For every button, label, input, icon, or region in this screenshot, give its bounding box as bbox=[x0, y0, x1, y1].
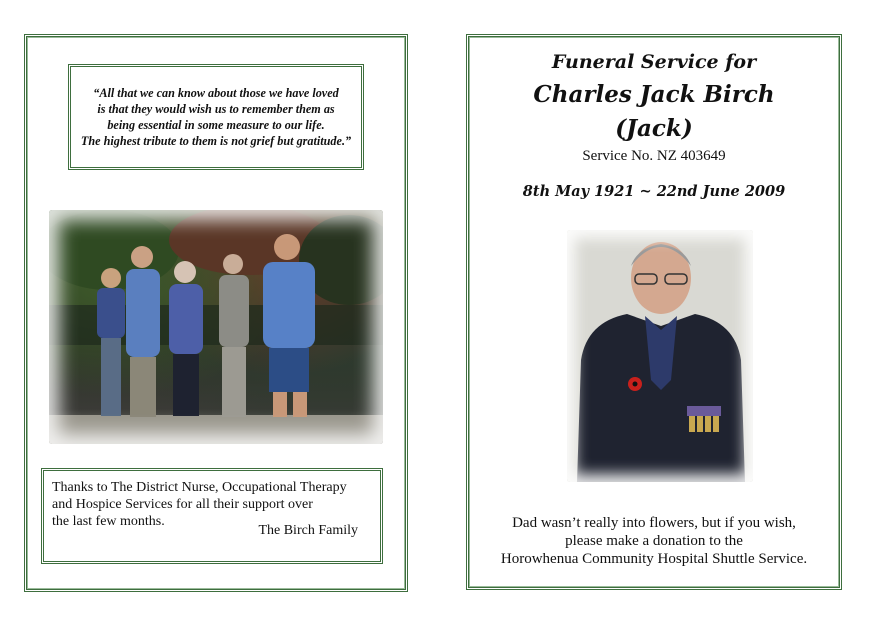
thanks-box bbox=[41, 468, 383, 564]
poppy-pin bbox=[628, 377, 642, 391]
portrait-photo bbox=[567, 230, 753, 482]
memorial-quote: “All that we can know about those we have loved is that they would wish us to remember them as being essential in some measure to our life. The highest tribute to them is not grief but gratitude.” bbox=[80, 86, 352, 148]
donation-request: Dad wasn’t really into flowers, but if you wish, please make a donation to the Horowhenua Community Hospital Shuttle Service. bbox=[500, 515, 808, 567]
family-signoff: The Birch Family bbox=[258, 523, 358, 538]
family-group-illustration bbox=[49, 210, 383, 444]
portrait-illustration bbox=[567, 230, 753, 482]
left-page bbox=[24, 34, 408, 592]
title-funeral-service: Funeral Service for bbox=[551, 51, 757, 73]
title-full-name: Charles Jack Birch bbox=[533, 81, 775, 108]
right-page bbox=[466, 34, 842, 590]
title-nickname: (Jack) bbox=[615, 115, 693, 142]
life-dates: 8th May 1921 ~ 22nd June 2009 bbox=[522, 183, 786, 200]
service-number: Service No. NZ 403649 bbox=[582, 148, 726, 164]
thanks-message: Thanks to The District Nurse, Occupational Therapy and Hospice Services for all their support over the last few months. bbox=[52, 480, 347, 529]
family-group-photo bbox=[49, 210, 383, 444]
quote-box bbox=[68, 64, 364, 170]
